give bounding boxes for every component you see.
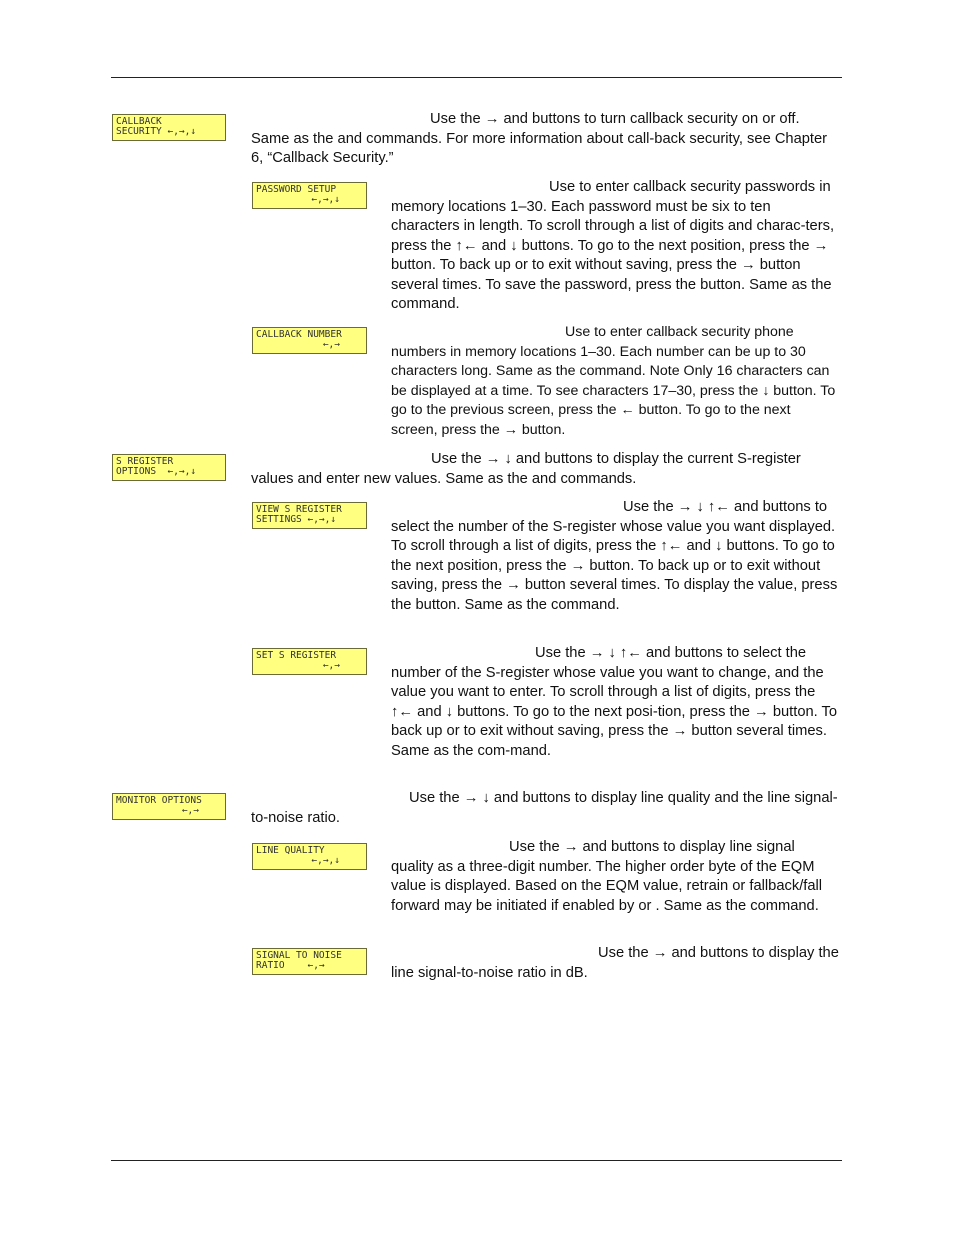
lcd-line-1: CALLBACK (116, 116, 162, 127)
lcd-line-2: ←,→,↓ (311, 194, 340, 205)
lcd-callback-number (252, 327, 367, 354)
lcd-set-s-register (252, 648, 367, 675)
lcd-line-1: VIEW S REGISTER (256, 504, 342, 515)
lcd-view-s-register-settings (252, 502, 367, 529)
lcd-line-2: SETTINGS ←,→,↓ (256, 514, 337, 525)
lcd-line-1: CALLBACK NUMBER (256, 329, 342, 340)
lcd-line-2: ←,→ (322, 660, 340, 671)
lcd-line-1: S REGISTER (116, 456, 174, 467)
view-s-register-settings-description: Use the → ↓ ↑← and buttons to select the number of the S-register whose value you want displayed. To scroll through a list of digits, press the ↑← and ↓ buttons. To go to the next position, press the → button. To back up or to exit without saving, press the → button several times. To display the value, press the button. Same as the command. (391, 499, 838, 613)
lcd-signal-to-noise-ratio (252, 948, 367, 975)
lcd-line-1: SET S REGISTER (256, 650, 337, 661)
s-register-options-description: Use the → ↓ and buttons to display the current S-register values and enter new values. Same as the and commands. (251, 451, 801, 487)
lcd-line-1: LINE QUALITY (256, 845, 325, 856)
lcd-s-register-options (112, 454, 226, 481)
lcd-line-quality (252, 843, 367, 870)
lcd-line-1: PASSWORD SETUP (256, 184, 337, 195)
password-setup-description: Use to enter callback security passwords in memory locations 1–30. Each password must be six to ten characters in length. To scroll through a list of digits and charac-ters, press the ↑← and ↓ buttons. To go to the next position, press the → button. To back up or to exit without saving, press the → button several times. To save the password, press the button. Same as the command. (391, 179, 835, 312)
header-rule (111, 77, 842, 78)
lcd-line-2: ←,→ (181, 805, 199, 816)
lcd-line-2: ←,→ (322, 339, 340, 350)
lcd-password-setup (252, 182, 367, 209)
callback-number-description: Use to enter callback security phone numbers in memory locations 1–30. Each number can be up to 30 characters long. Same as the command. Note Only 16 characters can be displayed at a time. To see characters 17–30, press the ↓ button. To go to the previous screen, press the ← button. To go to the next screen, press the → button. (391, 324, 836, 438)
signal-to-noise-ratio-description: Use the → and buttons to display the line signal-to-noise ratio in dB. (391, 945, 839, 981)
lcd-line-2: ←,→,↓ (311, 855, 340, 866)
callback-security-description: Use the → and buttons to turn callback security on or off. Same as the and commands. For more information about call-back security, see Chapter 6, “Callback Security.” (251, 111, 828, 166)
line-quality-description: Use the → and buttons to display line signal quality as a three-digit number. The higher order byte of the EQM value is displayed. Based on the EQM value, retrain or fallback/fall forward may be initiated if enabled by or . Same as the command. (391, 839, 823, 914)
lcd-monitor-options (112, 793, 226, 820)
lcd-line-1: MONITOR OPTIONS (116, 795, 202, 806)
lcd-callback-security (112, 114, 226, 141)
lcd-line-2: SECURITY ←,→,↓ (116, 126, 197, 137)
lcd-line-2: OPTIONS ←,→,↓ (116, 466, 197, 477)
lcd-line-1: SIGNAL TO NOISE (256, 950, 342, 961)
monitor-options-description: Use the → ↓ and buttons to display line quality and the line signal-to-noise ratio. (251, 790, 838, 826)
footer-rule (111, 1160, 842, 1161)
lcd-line-2: RATIO ←,→ (256, 960, 325, 971)
set-s-register-description: Use the → ↓ ↑← and buttons to select the number of the S-register whose value you want to change, and the value you want to enter. To scroll through a list of digits, press the ↑← and ↓ buttons. To go to the next posi-tion, press the → button. To back up or to exit without saving, press the → button several times. Same as the com-mand. (391, 645, 838, 759)
